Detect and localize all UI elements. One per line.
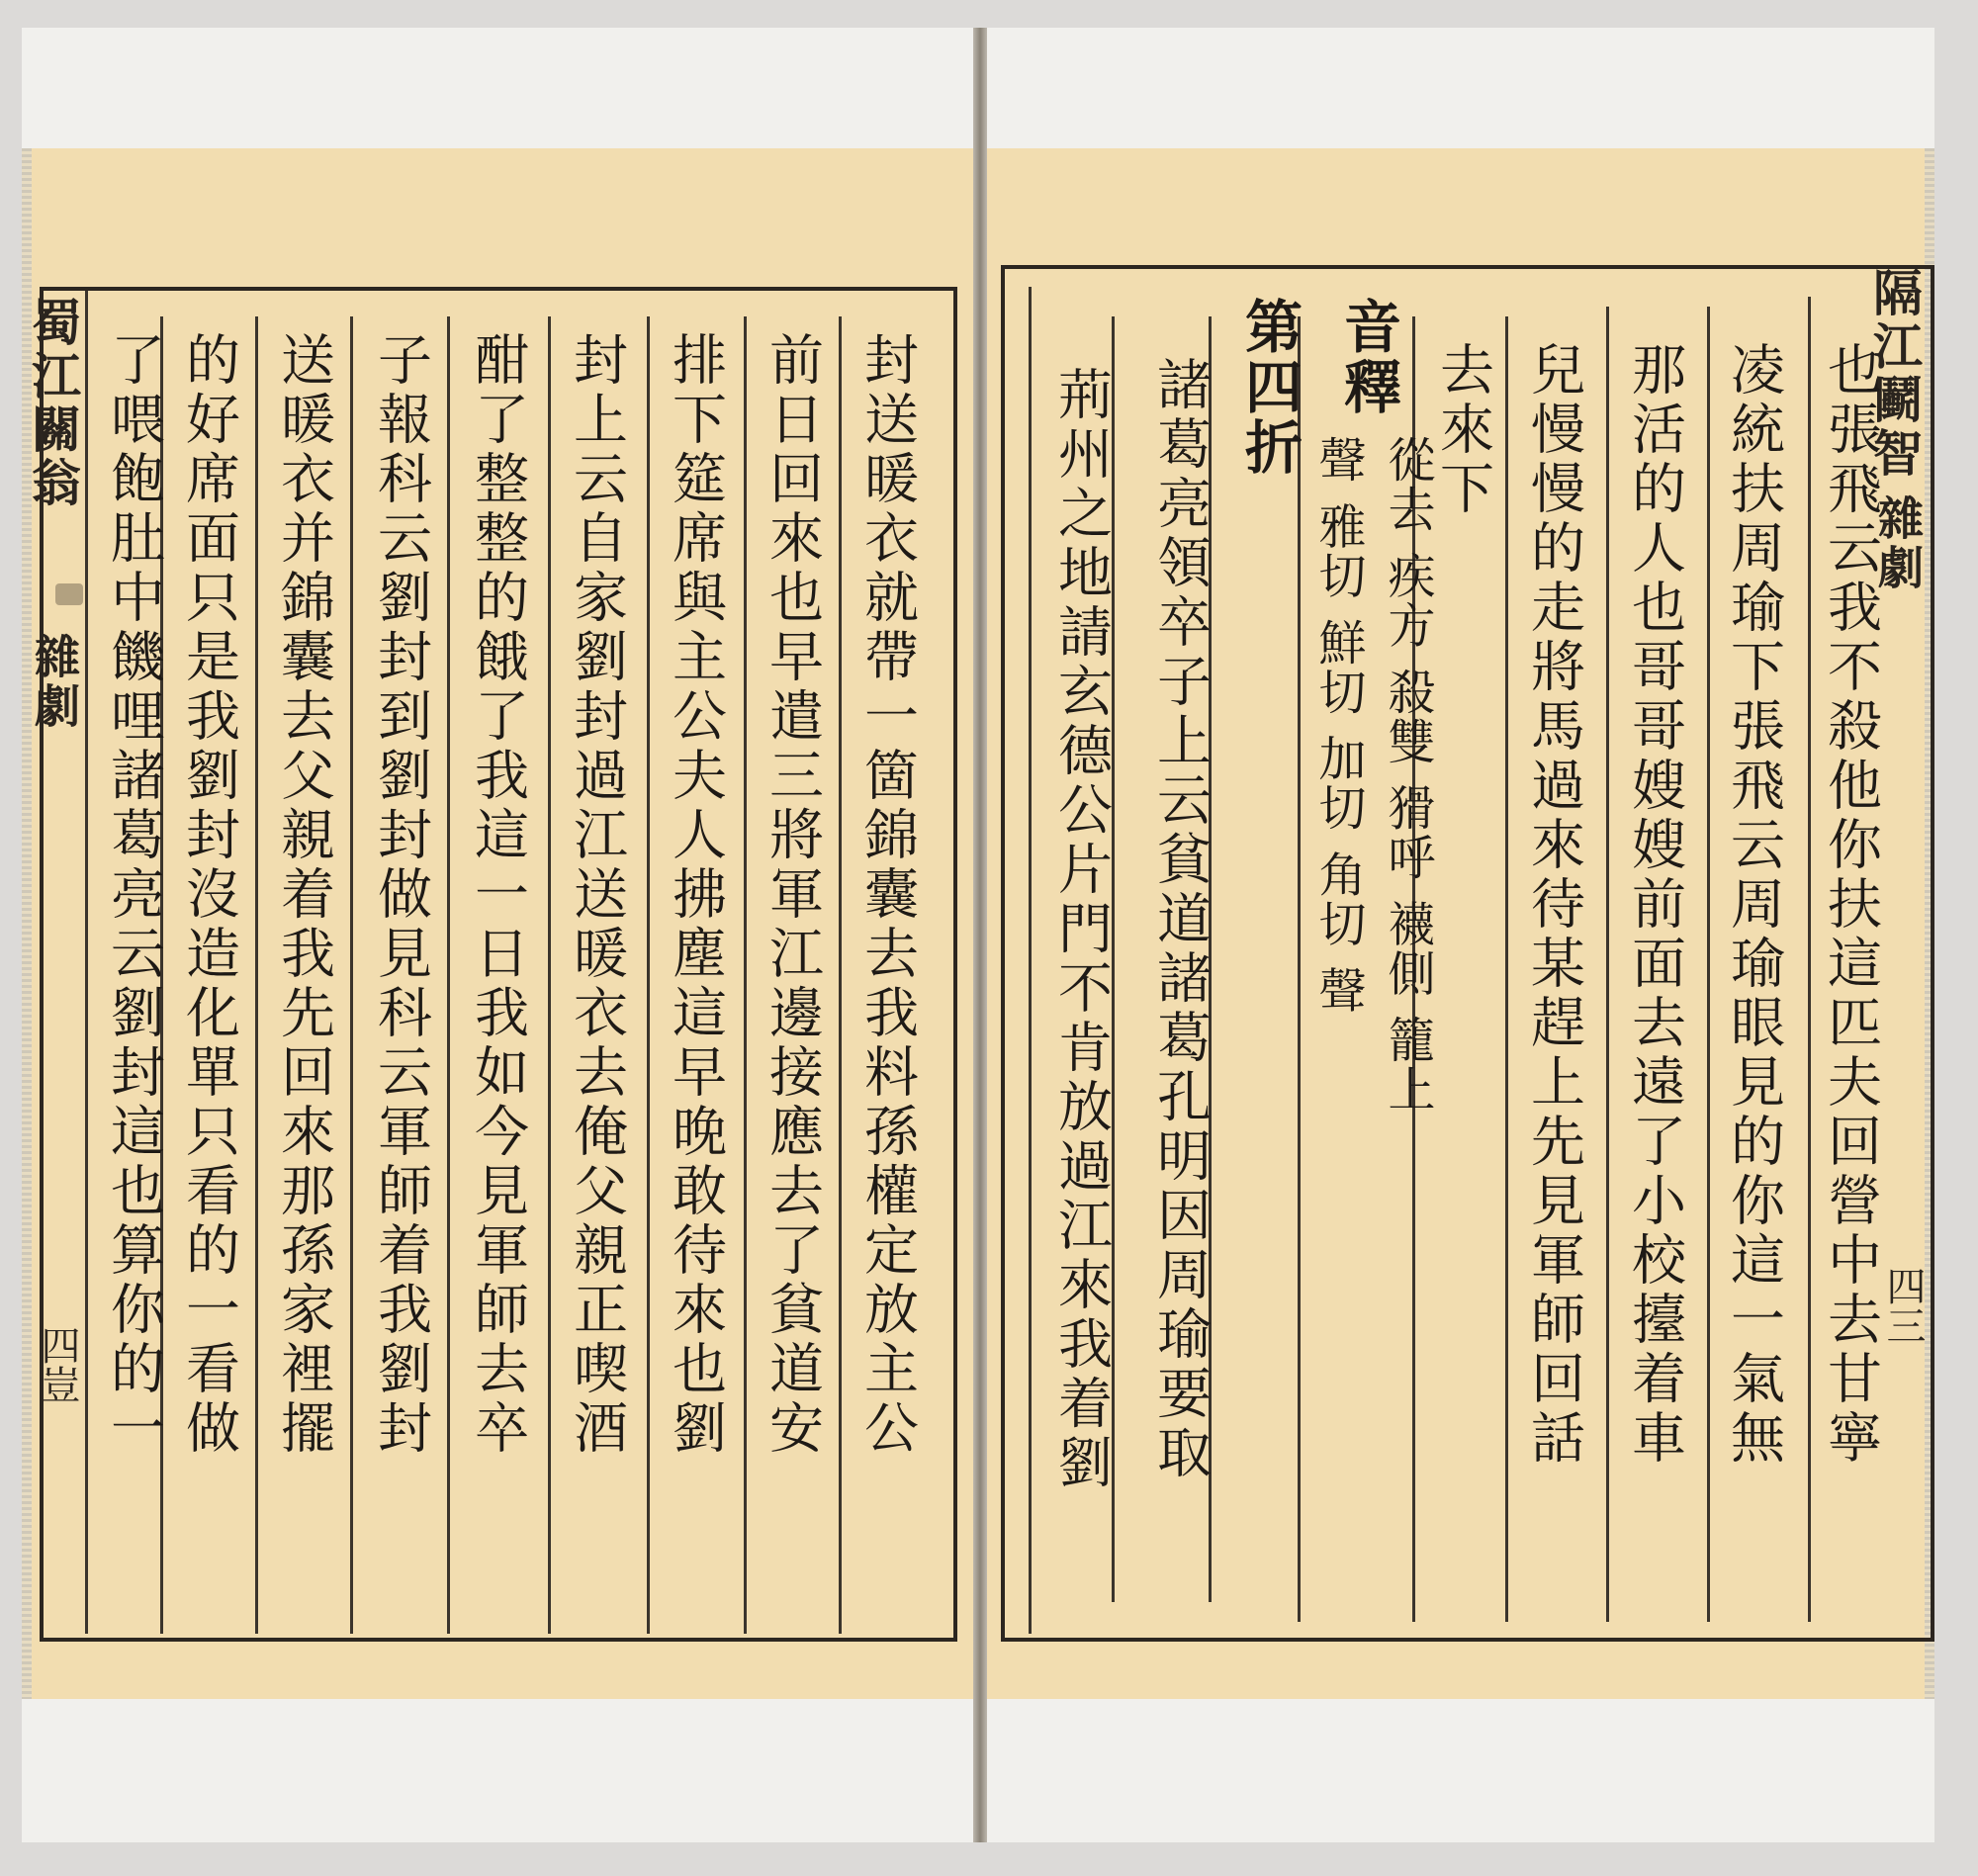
left-margin-label: 雜劇 bbox=[28, 633, 81, 732]
text-column: 諸葛亮領卒子上云貧道諸葛孔明因周瑜要取 bbox=[1148, 356, 1212, 1483]
column-rule bbox=[744, 316, 747, 1634]
right-cover-top bbox=[987, 28, 1934, 148]
text-column: 送暖衣并錦囊去父親着我先回來那孫家裡擺 bbox=[272, 331, 335, 1459]
text-column: 酣了整整的餓了我這一日我如今見軍師去卒 bbox=[466, 331, 529, 1459]
column-rule bbox=[548, 316, 551, 1634]
pronunciation-column: 從去 疾方 殺雙 猾呼 襪側 籠上 bbox=[1380, 435, 1435, 1115]
text-column: 的好席面只是我劉封沒造化單只看的一看做 bbox=[177, 331, 240, 1459]
text-column: 也張飛云我不殺他你扶這匹夫回營中去甘寧 bbox=[1819, 341, 1882, 1469]
left-cover-top bbox=[22, 28, 973, 148]
right-margin-label: 雜劇 bbox=[1871, 494, 1925, 593]
text-column: 前日回來也早遣三將軍江邊接應去了貧道安 bbox=[761, 331, 824, 1459]
book-gutter bbox=[973, 28, 987, 1842]
column-rule bbox=[350, 316, 353, 1634]
column-rule bbox=[1707, 307, 1710, 1622]
column-rule bbox=[647, 316, 650, 1634]
column-rule bbox=[1298, 316, 1301, 1622]
text-column: 荊州之地請玄德公片門不肯放過江來我着劉 bbox=[1049, 366, 1113, 1493]
text-column: 封上云自家劉封過江送暖衣去俺父親正喫酒 bbox=[565, 331, 628, 1459]
text-column: 兒慢慢的走將馬過來待某趕上先見軍師回話 bbox=[1522, 341, 1585, 1469]
left-cover-bottom bbox=[22, 1699, 973, 1842]
act-four-heading: 第四折 bbox=[1235, 297, 1303, 478]
text-column: 那活的人也哥哥嫂嫂前面去遠了小校擡着車 bbox=[1623, 341, 1686, 1469]
text-column: 去來下 bbox=[1431, 341, 1494, 519]
text-column: 凌統扶周瑜下張飛云周瑜眼見的你這一氣無 bbox=[1722, 341, 1785, 1469]
text-column: 子報科云劉封到劉封做見科云軍師着我劉封 bbox=[369, 331, 432, 1459]
column-rule bbox=[839, 316, 842, 1634]
ink-smudge bbox=[55, 583, 83, 605]
text-column: 排下筵席與主公夫人拂塵這早晚敢待來也劉 bbox=[664, 331, 727, 1459]
column-rule bbox=[1606, 307, 1609, 1622]
right-margin-title: 隔江鬬智 bbox=[1865, 267, 1924, 481]
left-folio: 四豈 bbox=[35, 1325, 80, 1404]
right-folio: 四三 bbox=[1880, 1266, 1926, 1345]
yinshi-heading: 音釋 bbox=[1334, 297, 1401, 417]
left-margin-title: 蜀江關翁 bbox=[24, 297, 82, 510]
right-cover-bottom bbox=[987, 1699, 1934, 1842]
pronunciation-column: 聲 雅切 鮮切 加切 角切 聲 bbox=[1310, 435, 1366, 1016]
column-rule bbox=[1029, 287, 1032, 1634]
column-rule bbox=[447, 316, 450, 1634]
column-rule bbox=[255, 316, 258, 1634]
column-rule bbox=[85, 291, 88, 1634]
column-rule bbox=[1505, 316, 1508, 1622]
text-column: 封送暖衣就帶一箇錦囊去我料孫權定放主公 bbox=[855, 331, 919, 1459]
column-rule bbox=[1808, 297, 1811, 1622]
text-column: 了喂飽肚中饑哩諸葛亮云劉封這也算你的一 bbox=[102, 331, 165, 1459]
